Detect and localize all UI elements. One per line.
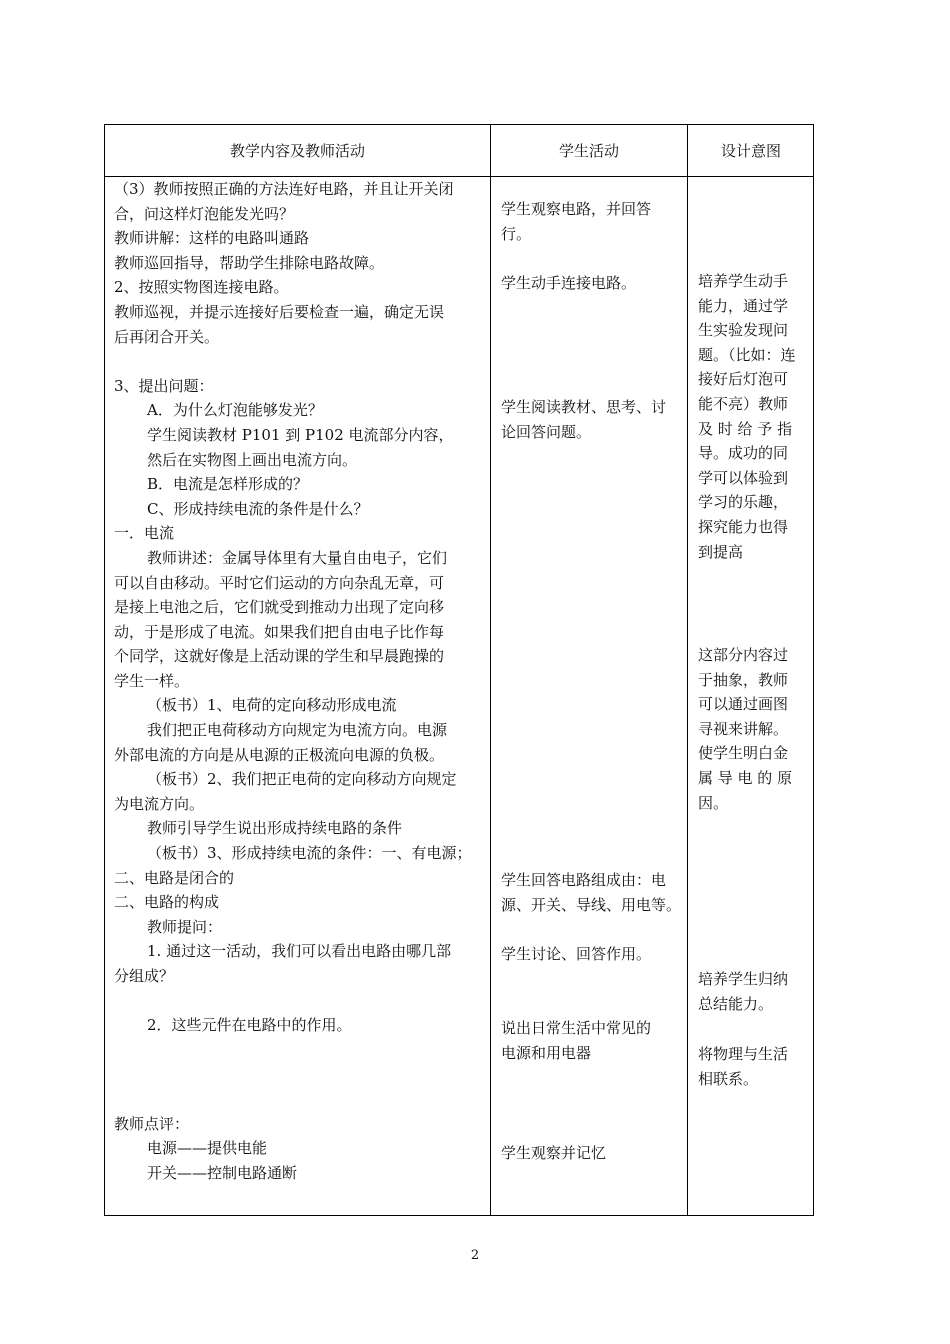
column-divider [490, 125, 491, 1215]
header-teacher-activity: 教学内容及教师活动 [229, 142, 365, 160]
text-line: 培养学生归纳 [698, 970, 789, 988]
text-line: 源、开关、导线、用电等。 [501, 895, 682, 914]
text-line: 及 时 给 予 指 [698, 419, 793, 438]
text-line: 学生一样。 [114, 671, 190, 690]
lesson-plan-table [104, 124, 814, 1216]
design-intent-block [698, 967, 813, 1016]
text-line: 相联系。 [698, 1069, 759, 1088]
section-heading-current: 一．电流 [114, 524, 175, 543]
text-line: 接好后灯泡可 [698, 370, 789, 389]
design-intent-block [698, 269, 813, 564]
question-2: 2．这些元件在电路中的作用。 [147, 1016, 352, 1035]
student-activity-block [501, 942, 685, 967]
text-line: 说出日常生活中常见的 [501, 1019, 652, 1037]
text-line: 将物理与生活 [698, 1045, 789, 1063]
text-line: 可以自由移动。平时它们运动的方向杂乱无章，可 [114, 573, 445, 592]
student-activity-block [501, 271, 685, 296]
text-line: 动，于是形成了电流。如果我们把自由电子比作每 [114, 622, 445, 641]
text-line: 然后在实物图上画出电流方向。 [147, 450, 358, 469]
header-student-activity: 学生活动 [558, 142, 619, 160]
text-line: 学生回答电路组成由：电 [501, 871, 667, 889]
column-divider [687, 125, 688, 1215]
board-note-2: （板书）2、我们把正电荷的定向移动方向规定 [147, 770, 457, 789]
text-line: 学生观察电路，并回答 [501, 200, 652, 218]
student-activity-block [501, 1016, 685, 1065]
text-line: 论回答问题。 [501, 422, 592, 441]
text-line: （3）教师按照正确的方法连好电路，并且让开关闭 [114, 180, 454, 198]
text-line: 教师点评： [114, 1114, 190, 1133]
text-line: 能力，通过学 [698, 296, 789, 315]
student-activity-block [501, 1141, 685, 1166]
question-c: C、形成持续电流的条件是什么？ [147, 499, 369, 518]
text-line: 到提高 [698, 542, 744, 561]
text-line: 教师巡回指导，帮助学生排除电路故障。 [114, 253, 385, 272]
text-line: 开关——控制电路通断 [147, 1163, 298, 1182]
board-note-1: （板书）1、电荷的定向移动形成电流 [147, 696, 397, 715]
text-line: 生实验发现问 [698, 321, 789, 340]
text-line: 可以通过画图 [698, 695, 789, 714]
design-intent-block [698, 1042, 813, 1091]
design-intent-block [698, 643, 813, 815]
text-line: 后再闭合开关。 [114, 327, 220, 346]
question-1: 1. 通过这一活动，我们可以看出电路由哪几部 [147, 942, 452, 961]
board-note-3: （板书）3、形成持续电流的条件：一、有电源； [147, 844, 472, 863]
text-line: 使学生明白金 [698, 744, 789, 763]
text-line: 我们把正电荷移动方向规定为电流方向。电源 [147, 721, 448, 740]
text-line: 2、按照实物图连接电路。 [114, 278, 289, 297]
text-line: 二、电路是闭合的 [114, 868, 235, 887]
text-line: 电源和用电器 [501, 1043, 592, 1062]
text-line: 导。成功的同 [698, 444, 789, 463]
text-line: 外部电流的方向是从电源的正极流向电源的负极。 [114, 745, 445, 764]
text-line: 3、提出问题： [114, 376, 214, 395]
text-line: 因。 [698, 793, 729, 812]
question-a: A．为什么灯泡能够发光？ [147, 401, 323, 420]
blank-line [114, 989, 488, 1014]
text-line: 教师巡视，并提示连接好后要检查一遍，确定无误 [114, 302, 445, 321]
page-number: 2 [470, 1248, 480, 1263]
text-line: 电源——提供电能 [147, 1139, 268, 1158]
text-line: 行。 [501, 224, 532, 243]
text-line: 教师提问： [147, 917, 223, 936]
text-line: 探究能力也得 [698, 517, 789, 536]
blank-line [114, 1038, 488, 1063]
text-line: 学生观察并记忆 [501, 1144, 607, 1162]
text-line: 学习的乐趣， [698, 493, 789, 512]
text-line: 题。（比如：连 [698, 345, 796, 364]
text-line: 培养学生动手 [698, 272, 789, 290]
text-line: 分组成？ [114, 967, 175, 985]
text-line: 寻视来讲解。 [698, 719, 789, 738]
text-line: 学可以体验到 [698, 468, 789, 487]
text-line: 个同学，这就好像是上活动课的学生和早晨跑操的 [114, 647, 445, 666]
blank-line [114, 1062, 488, 1087]
text-line: 教师讲述：金属导体里有大量自由电子，它们 [147, 548, 448, 567]
blank-line [114, 1087, 488, 1112]
text-line: 能不亮）教师 [698, 394, 789, 413]
text-line: 学生阅读教材、思考、讨 [501, 398, 667, 416]
text-line: 教师讲解：这样的电路叫通路 [114, 229, 310, 248]
text-line: 学生阅读教材 P101 到 P102 电流部分内容， [147, 425, 454, 444]
text-line: 于抽象，教师 [698, 670, 789, 689]
student-activity-block [501, 197, 685, 246]
text-line: 合，问这样灯泡能发光吗？ [114, 204, 295, 223]
text-line: 教师引导学生说出形成持续电路的条件 [147, 819, 403, 838]
teacher-activity-column [114, 177, 488, 1215]
text-line: 总结能力。 [698, 994, 774, 1013]
text-line: 学生讨论、回答作用。 [501, 945, 652, 963]
blank-line [114, 349, 488, 374]
header-design-intent: 设计意图 [720, 142, 781, 160]
text-line: 属 导 电 的 原 [698, 768, 793, 787]
question-b: B．电流是怎样形成的？ [147, 475, 309, 494]
student-activity-block [501, 395, 685, 444]
section-heading-circuit: 二、电路的构成 [114, 893, 220, 912]
text-line: 是接上电池之后，它们就受到推动力出现了定向移 [114, 598, 445, 617]
text-line: 学生动手连接电路。 [501, 274, 637, 292]
student-activity-block [501, 868, 685, 917]
text-line: 这部分内容过 [698, 646, 789, 664]
text-line: 为电流方向。 [114, 794, 205, 813]
